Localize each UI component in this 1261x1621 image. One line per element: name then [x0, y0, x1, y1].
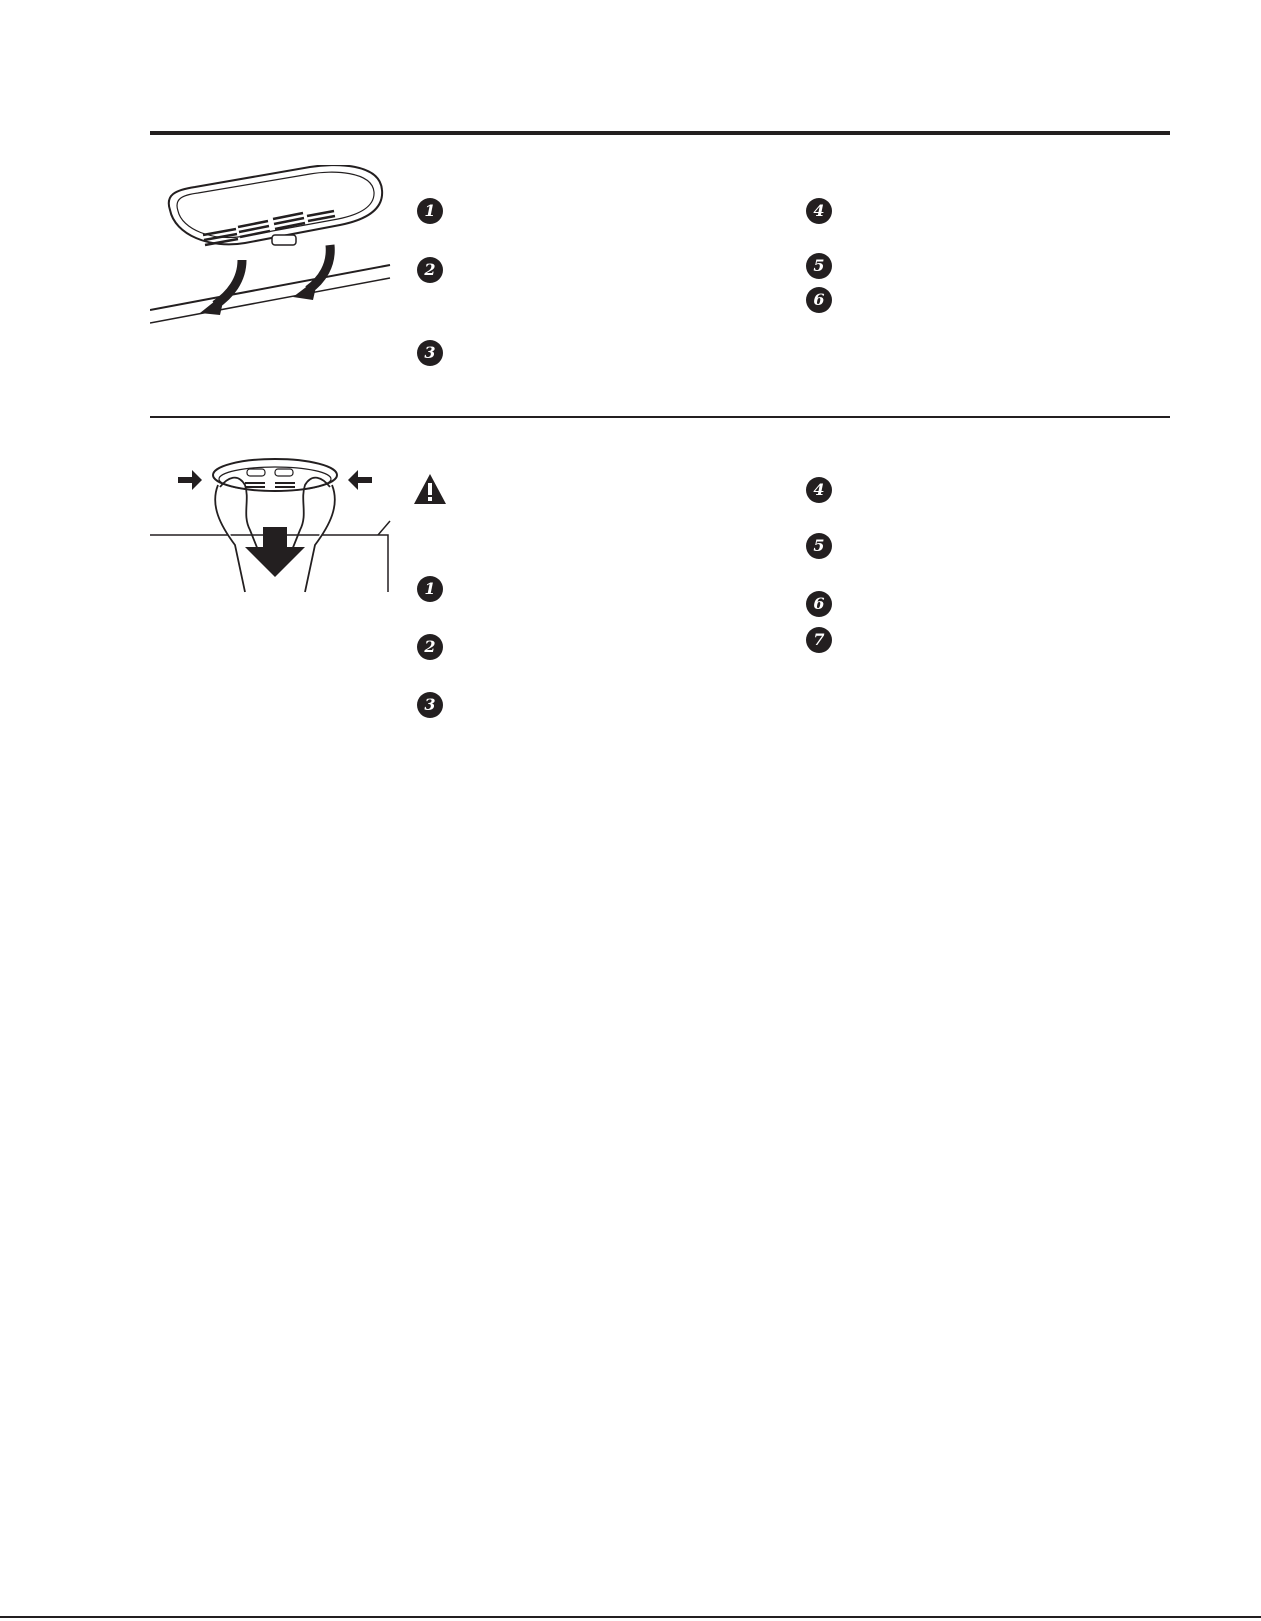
page-bottom-rule	[0, 1616, 1261, 1618]
section-divider-middle	[150, 416, 1170, 418]
step-6-badge: 6	[806, 287, 832, 313]
cover-removal-illustration	[150, 455, 395, 595]
fixture-cover-illustration	[150, 165, 395, 325]
step-5-badge: 5	[806, 253, 832, 279]
step-5-badge: 5	[806, 533, 832, 559]
step-2-badge: 2	[417, 634, 443, 660]
step-1-badge: 1	[417, 576, 443, 602]
step-1-badge: 1	[417, 198, 443, 224]
step-3-badge: 3	[417, 340, 443, 366]
step-2-badge: 2	[417, 257, 443, 283]
step-7-badge: 7	[806, 627, 832, 653]
step-6-badge: 6	[806, 591, 832, 617]
warning-triangle-icon	[413, 473, 447, 505]
section-divider-top	[150, 131, 1170, 135]
step-4-badge: 4	[806, 198, 832, 224]
step-4-badge: 4	[806, 477, 832, 503]
step-3-badge: 3	[417, 692, 443, 718]
